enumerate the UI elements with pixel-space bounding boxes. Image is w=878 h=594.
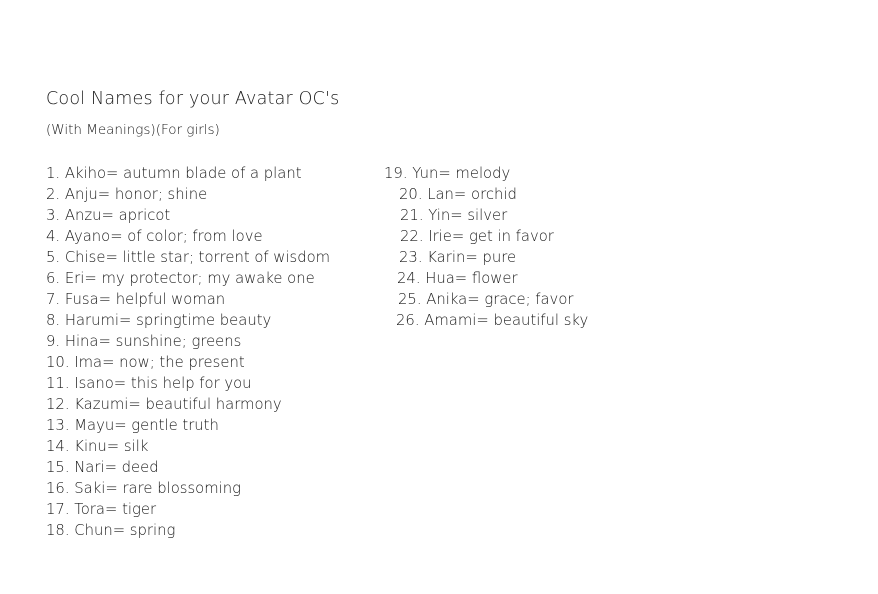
list-item: 18. Chun= spring xyxy=(46,522,176,539)
list-item: 4. Ayano= of color; from love xyxy=(46,228,263,245)
list-item: 25. Anika= grace; favor xyxy=(398,291,574,308)
list-item: 7. Fusa= helpful woman xyxy=(46,291,226,308)
list-item: 16. Saki= rare blossoming xyxy=(46,480,242,497)
list-item: 1. Akiho= autumn blade of a plant xyxy=(46,165,302,182)
list-item: 22. Irie= get in favor xyxy=(400,228,554,245)
names-list-right xyxy=(384,163,588,331)
list-item: 26. Amami= beautiful sky xyxy=(396,312,589,329)
list-item: 5. Chise= little star; torrent of wisdom xyxy=(46,249,331,266)
list-item: 24. Hua= flower xyxy=(397,270,518,287)
list-item: 6. Eri= my protector; my awake one xyxy=(46,270,315,287)
page-title: Cool Names for your Avatar OC's xyxy=(46,89,340,109)
list-item: 13. Mayu= gentle truth xyxy=(46,417,219,434)
list-item: 2. Anju= honor; shine xyxy=(46,186,208,203)
names-list-left xyxy=(46,163,330,541)
list-item: 23. Karin= pure xyxy=(399,249,517,266)
list-item: 8. Harumi= springtime beauty xyxy=(46,312,272,329)
list-item: 20. Lan= orchid xyxy=(399,186,517,203)
list-item: 3. Anzu= apricot xyxy=(46,207,171,224)
list-item: 19. Yun= melody xyxy=(384,165,511,182)
list-item: 15. Nari= deed xyxy=(46,459,159,476)
list-item: 14. Kinu= silk xyxy=(46,438,149,455)
list-item: 12. Kazumi= beautiful harmony xyxy=(46,396,282,413)
page-subtitle: (With Meanings)(For girls) xyxy=(46,122,220,138)
list-item: 10. Ima= now; the present xyxy=(46,354,245,371)
list-item: 17. Tora= tiger xyxy=(46,501,157,518)
list-item: 11. Isano= this help for you xyxy=(46,375,252,392)
list-item: 21. Yin= silver xyxy=(400,207,508,224)
list-item: 9. Hina= sunshine; greens xyxy=(46,333,242,350)
